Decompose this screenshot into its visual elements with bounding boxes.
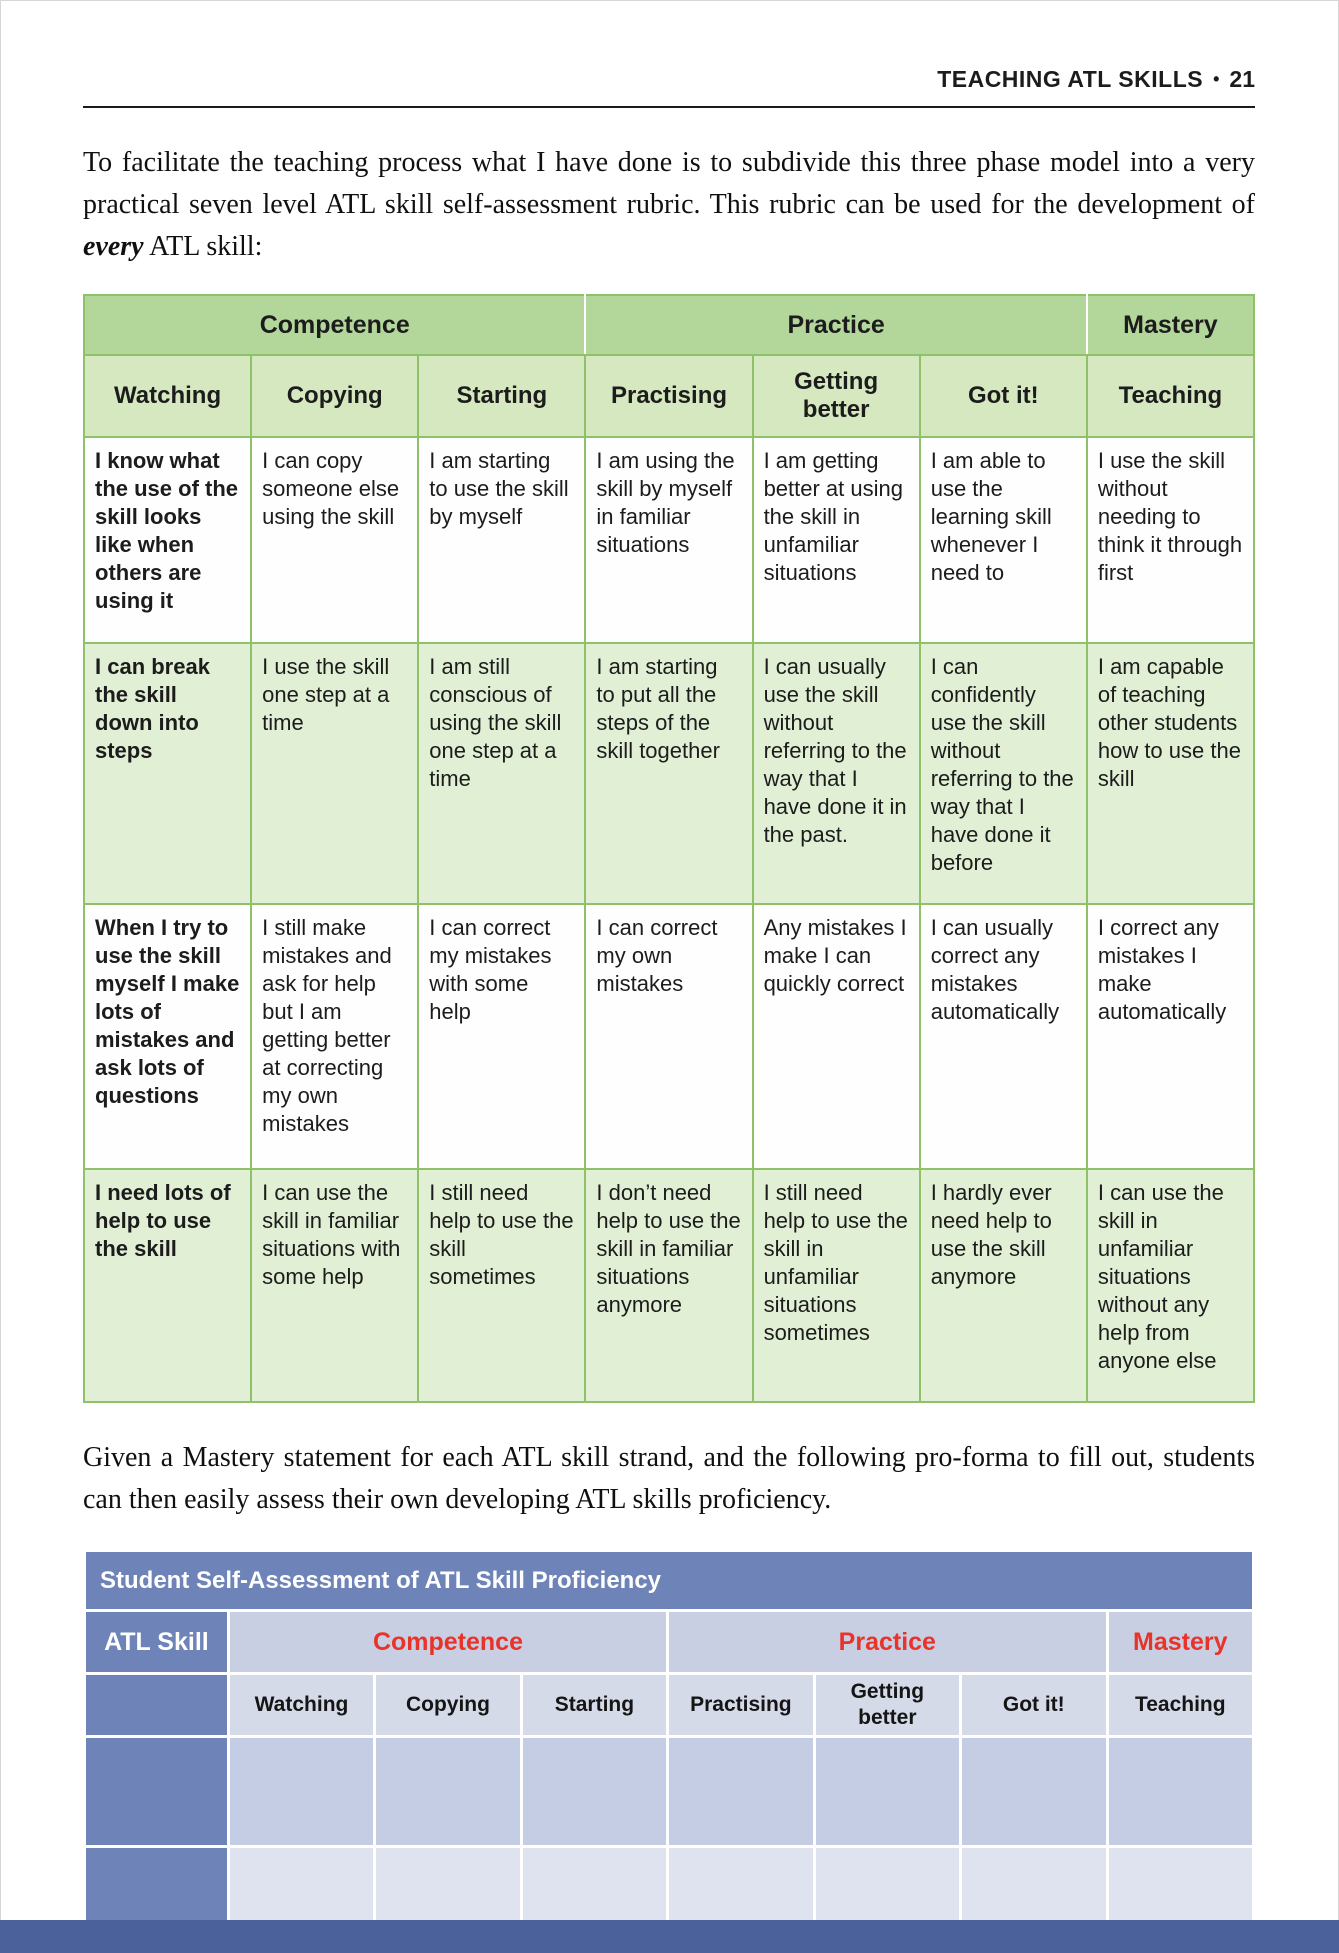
proforma-blank-row: [85, 1737, 1254, 1847]
rubric-cell: I can break the skill down into steps: [84, 643, 251, 904]
proforma-phase-competence: Competence: [228, 1611, 667, 1674]
skill-name-cell: [85, 1737, 229, 1847]
rubric-cell: I am able to use the learning skill whenever I need to: [920, 437, 1087, 643]
rubric-cell: I still need help to use the skill sometimes: [418, 1169, 585, 1402]
rubric-cell: I can confidently use the skill without referring to the way that I have done it before: [920, 643, 1087, 904]
phase-header-competence: Competence: [84, 295, 585, 355]
level-header-teaching: Teaching: [1087, 355, 1254, 437]
intro-paragraph: [83, 142, 1255, 268]
proforma-phase-header-row: [85, 1611, 1254, 1674]
rubric-cell: I am capable of teaching other students how to use the skill: [1087, 643, 1254, 904]
page-number: 21: [1229, 66, 1255, 92]
page-footer-bar: [0, 1920, 1339, 1953]
rubric-row: [84, 904, 1254, 1169]
assessment-cell: [521, 1737, 667, 1847]
phase-header-practice: Practice: [585, 295, 1086, 355]
running-head: [83, 66, 1255, 108]
phase-header-mastery: Mastery: [1087, 295, 1254, 355]
level-header-copying: Copying: [251, 355, 418, 437]
rubric-cell: I am still conscious of using the skill one step at a time: [418, 643, 585, 904]
assessment-cell: [1107, 1737, 1254, 1847]
rubric-row: [84, 643, 1254, 904]
rubric-cell: I need lots of help to use the skill: [84, 1169, 251, 1402]
assessment-cell: [375, 1737, 521, 1847]
proforma-phase-practice: Practice: [668, 1611, 1107, 1674]
rubric-cell: I know what the use of the skill looks like when others are using it: [84, 437, 251, 643]
level-header-starting: Starting: [418, 355, 585, 437]
level-header-got-it: Got it!: [920, 355, 1087, 437]
running-head-title: TEACHING ATL SKILLS: [937, 66, 1204, 92]
rubric-row: [84, 437, 1254, 643]
rubric-cell: I can correct my mistakes with some help: [418, 904, 585, 1169]
rubric-cell: I still make mistakes and ask for help but I am getting better at correcting my own mistakes: [251, 904, 418, 1169]
rubric-cell: I can usually use the skill without referring to the way that I have done it in the past.: [753, 643, 920, 904]
rubric-cell: I still need help to use the skill in unfamiliar situations sometimes: [753, 1169, 920, 1402]
proforma-level-practising: Practising: [668, 1674, 814, 1737]
self-assessment-table: [83, 1549, 1255, 1953]
rubric-cell: I use the skill one step at a time: [251, 643, 418, 904]
intro-text-emphasis: every: [83, 231, 144, 262]
proforma-level-teaching: Teaching: [1107, 1674, 1254, 1737]
proforma-level-got-it: Got it!: [961, 1674, 1107, 1737]
proforma-level-watching: Watching: [228, 1674, 374, 1737]
assessment-cell: [668, 1737, 814, 1847]
assessment-cell: [228, 1737, 374, 1847]
proforma-level-copying: Copying: [375, 1674, 521, 1737]
rubric-cell: I am getting better at using the skill in unfamiliar situations: [753, 437, 920, 643]
bullet-separator: •: [1213, 69, 1220, 89]
empty-skill-cell: [85, 1674, 229, 1737]
rubric-cell: I am starting to put all the steps of the skill together: [585, 643, 752, 904]
rubric-cell: I am using the skill by myself in familiar situations: [585, 437, 752, 643]
proforma-level-header-row: [85, 1674, 1254, 1737]
proforma-level-starting: Starting: [521, 1674, 667, 1737]
rubric-cell: When I try to use the skill myself I make lots of mistakes and ask lots of questions: [84, 904, 251, 1169]
rubric-level-header-row: [84, 355, 1254, 437]
assessment-cell: [814, 1737, 960, 1847]
rubric-row: [84, 1169, 1254, 1402]
rubric-cell: I can usually correct any mistakes automatically: [920, 904, 1087, 1169]
middle-paragraph: Given a Mastery statement for each ATL skill strand, and the following pro-forma to fill out, students can then easily assess their own developing ATL skills proficiency.: [83, 1442, 1255, 1515]
rubric-cell: Any mistakes I make I can quickly correct: [753, 904, 920, 1169]
proforma-level-getting-better: Getting better: [814, 1674, 960, 1737]
atl-skill-column-header: ATL Skill: [85, 1611, 229, 1674]
rubric-cell: I don’t need help to use the skill in familiar situations anymore: [585, 1169, 752, 1402]
intro-text-before: To facilitate the teaching process what I have done is to subdivide this three phase model into a very practical seven level ATL skill self-assessment rubric. This rubric can be used for the development of: [83, 147, 1255, 220]
rubric-cell: I hardly ever need help to use the skill anymore: [920, 1169, 1087, 1402]
proforma-title-row: [85, 1551, 1254, 1611]
level-header-getting-better: Getting better: [753, 355, 920, 437]
rubric-cell: I can copy someone else using the skill: [251, 437, 418, 643]
rubric-cell: I can correct my own mistakes: [585, 904, 752, 1169]
level-header-practising: Practising: [585, 355, 752, 437]
rubric-cell: I use the skill without needing to think it through first: [1087, 437, 1254, 643]
atl-rubric-table: [83, 294, 1255, 1403]
intro-text-after: ATL skill:: [143, 231, 263, 262]
proforma-title: Student Self-Assessment of ATL Skill Proficiency: [85, 1551, 1254, 1611]
rubric-cell: I am starting to use the skill by myself: [418, 437, 585, 643]
rubric-phase-header-row: [84, 295, 1254, 355]
assessment-cell: [961, 1737, 1107, 1847]
rubric-cell: I can use the skill in familiar situations with some help: [251, 1169, 418, 1402]
level-header-watching: Watching: [84, 355, 251, 437]
rubric-cell: I correct any mistakes I make automatically: [1087, 904, 1254, 1169]
rubric-cell: I can use the skill in unfamiliar situations without any help from anyone else: [1087, 1169, 1254, 1402]
proforma-phase-mastery: Mastery: [1107, 1611, 1254, 1674]
